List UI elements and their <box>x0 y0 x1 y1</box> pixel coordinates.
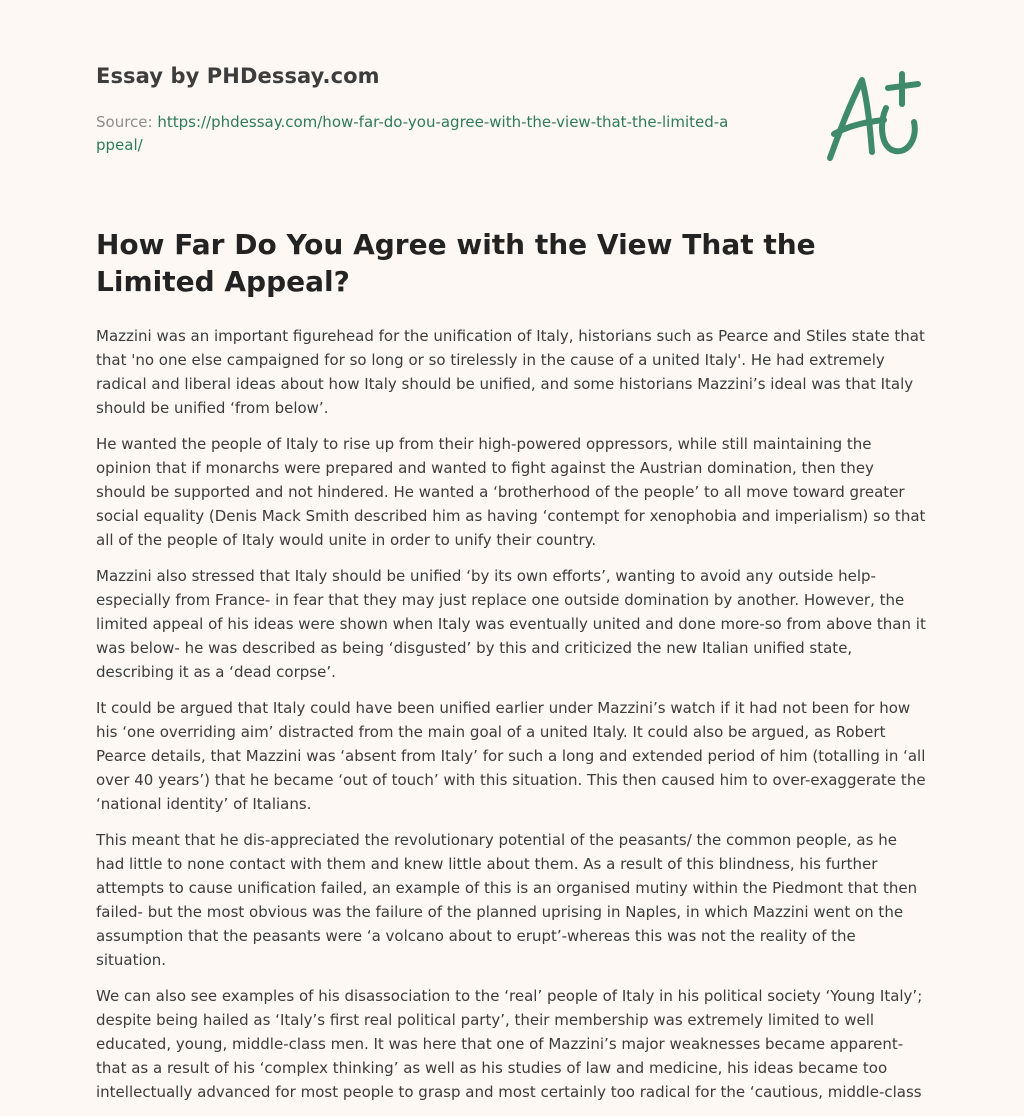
site-brand: Essay by PHDessay.com <box>96 64 380 88</box>
essay-title: How Far Do You Agree with the View That the Limited Appeal? <box>96 228 816 298</box>
logo-stroke <box>830 80 872 158</box>
essay-paragraph: This meant that he dis-appreciated the revolutionary potential of the peasants/ the common people, as he had little to none contact with them and knew little about them. As a result of this blindness, his further attempts to cause unification failed, an example of this is an organised mutiny within the Piedmont that then failed- but the most obvious was the failure of the planned uprising in Naples, in which Mazzini went on the assumption that the peasants were ‘a volcano about to erupt’-whereas this was not the reality of the situation. <box>96 831 918 969</box>
essay-paragraph: It could be argued that Italy could have been unified earlier under Mazzini’s watch if it had not been for how his ‘one overriding aim’ distracted from the main goal of a united Italy. It could also be argued, as Robert Pearce details, that Mazzini was ‘absent from Italy’ for such a long and extended period of him (totalling in ‘all over 40 years’) that he became ‘out of touch’ with this situation. This then caused him to over-exaggerate the ‘national identity’ of Italians. <box>96 699 926 813</box>
essay-paragraph: He wanted the people of Italy to rise up from their high-powered oppressors, while still maintaining the opinion that if monarchs were prepared and wanted to fight against the Austrian domination, then they should be supported and not hindered. He wanted a ‘brotherhood of the people’ to all move toward greater social equality (Denis Mack Smith described him as having ‘contempt for xenophobia and imperialism) so that all of the people of Italy would unite in order to unify their country. <box>96 435 926 549</box>
source-line <box>96 111 736 157</box>
essay-body <box>96 324 926 1116</box>
logo-stroke <box>888 84 918 88</box>
essay-paragraph: We can also see examples of his disassociation to the ‘real’ people of Italy in his political society ‘Young Italy’; despite being hailed as ‘Italy’s first real political party’, their membership was extremely limited to well educated, young, middle-class men. It was here that one of Mazzini’s major weaknesses became apparent- that as a result of his ‘complex thinking’ as well as his studies of law and medicine, his ideas became too intellectually advanced for most people to grasp and most certainly too radical for the ‘cautious, middle-class <box>96 987 923 1101</box>
essay-paragraph: Mazzini also stressed that Italy should be unified ‘by its own efforts’, wanting to avoid any outside help- especially from France- in fear that they may just replace one outside domination by another. However, the limited appeal of his ideas were shown when Italy was eventually united and done more-so from above than it was below- he was described as being ‘disgusted’ by this and criticized the new Italian unified state, describing it as a ‘dead corpse’. <box>96 567 926 681</box>
source-link[interactable]: https://phdessay.com/how-far-do-you-agree-with-the-view-that-the-limited-appeal/ <box>96 113 729 154</box>
logo-stroke <box>882 108 915 151</box>
a-plus-grade-icon <box>824 68 924 164</box>
source-label: Source: <box>96 113 158 131</box>
essay-paragraph: Mazzini was an important figurehead for the unification of Italy, historians such as Pearce and Stiles state that that 'no one else campaigned for so long or so tirelessly in the cause of a united Italy'. He had extremely radical and liberal ideas about how Italy should be unified, and some historians Mazzini’s ideal was that Italy should be unified ‘from below’. <box>96 327 925 417</box>
